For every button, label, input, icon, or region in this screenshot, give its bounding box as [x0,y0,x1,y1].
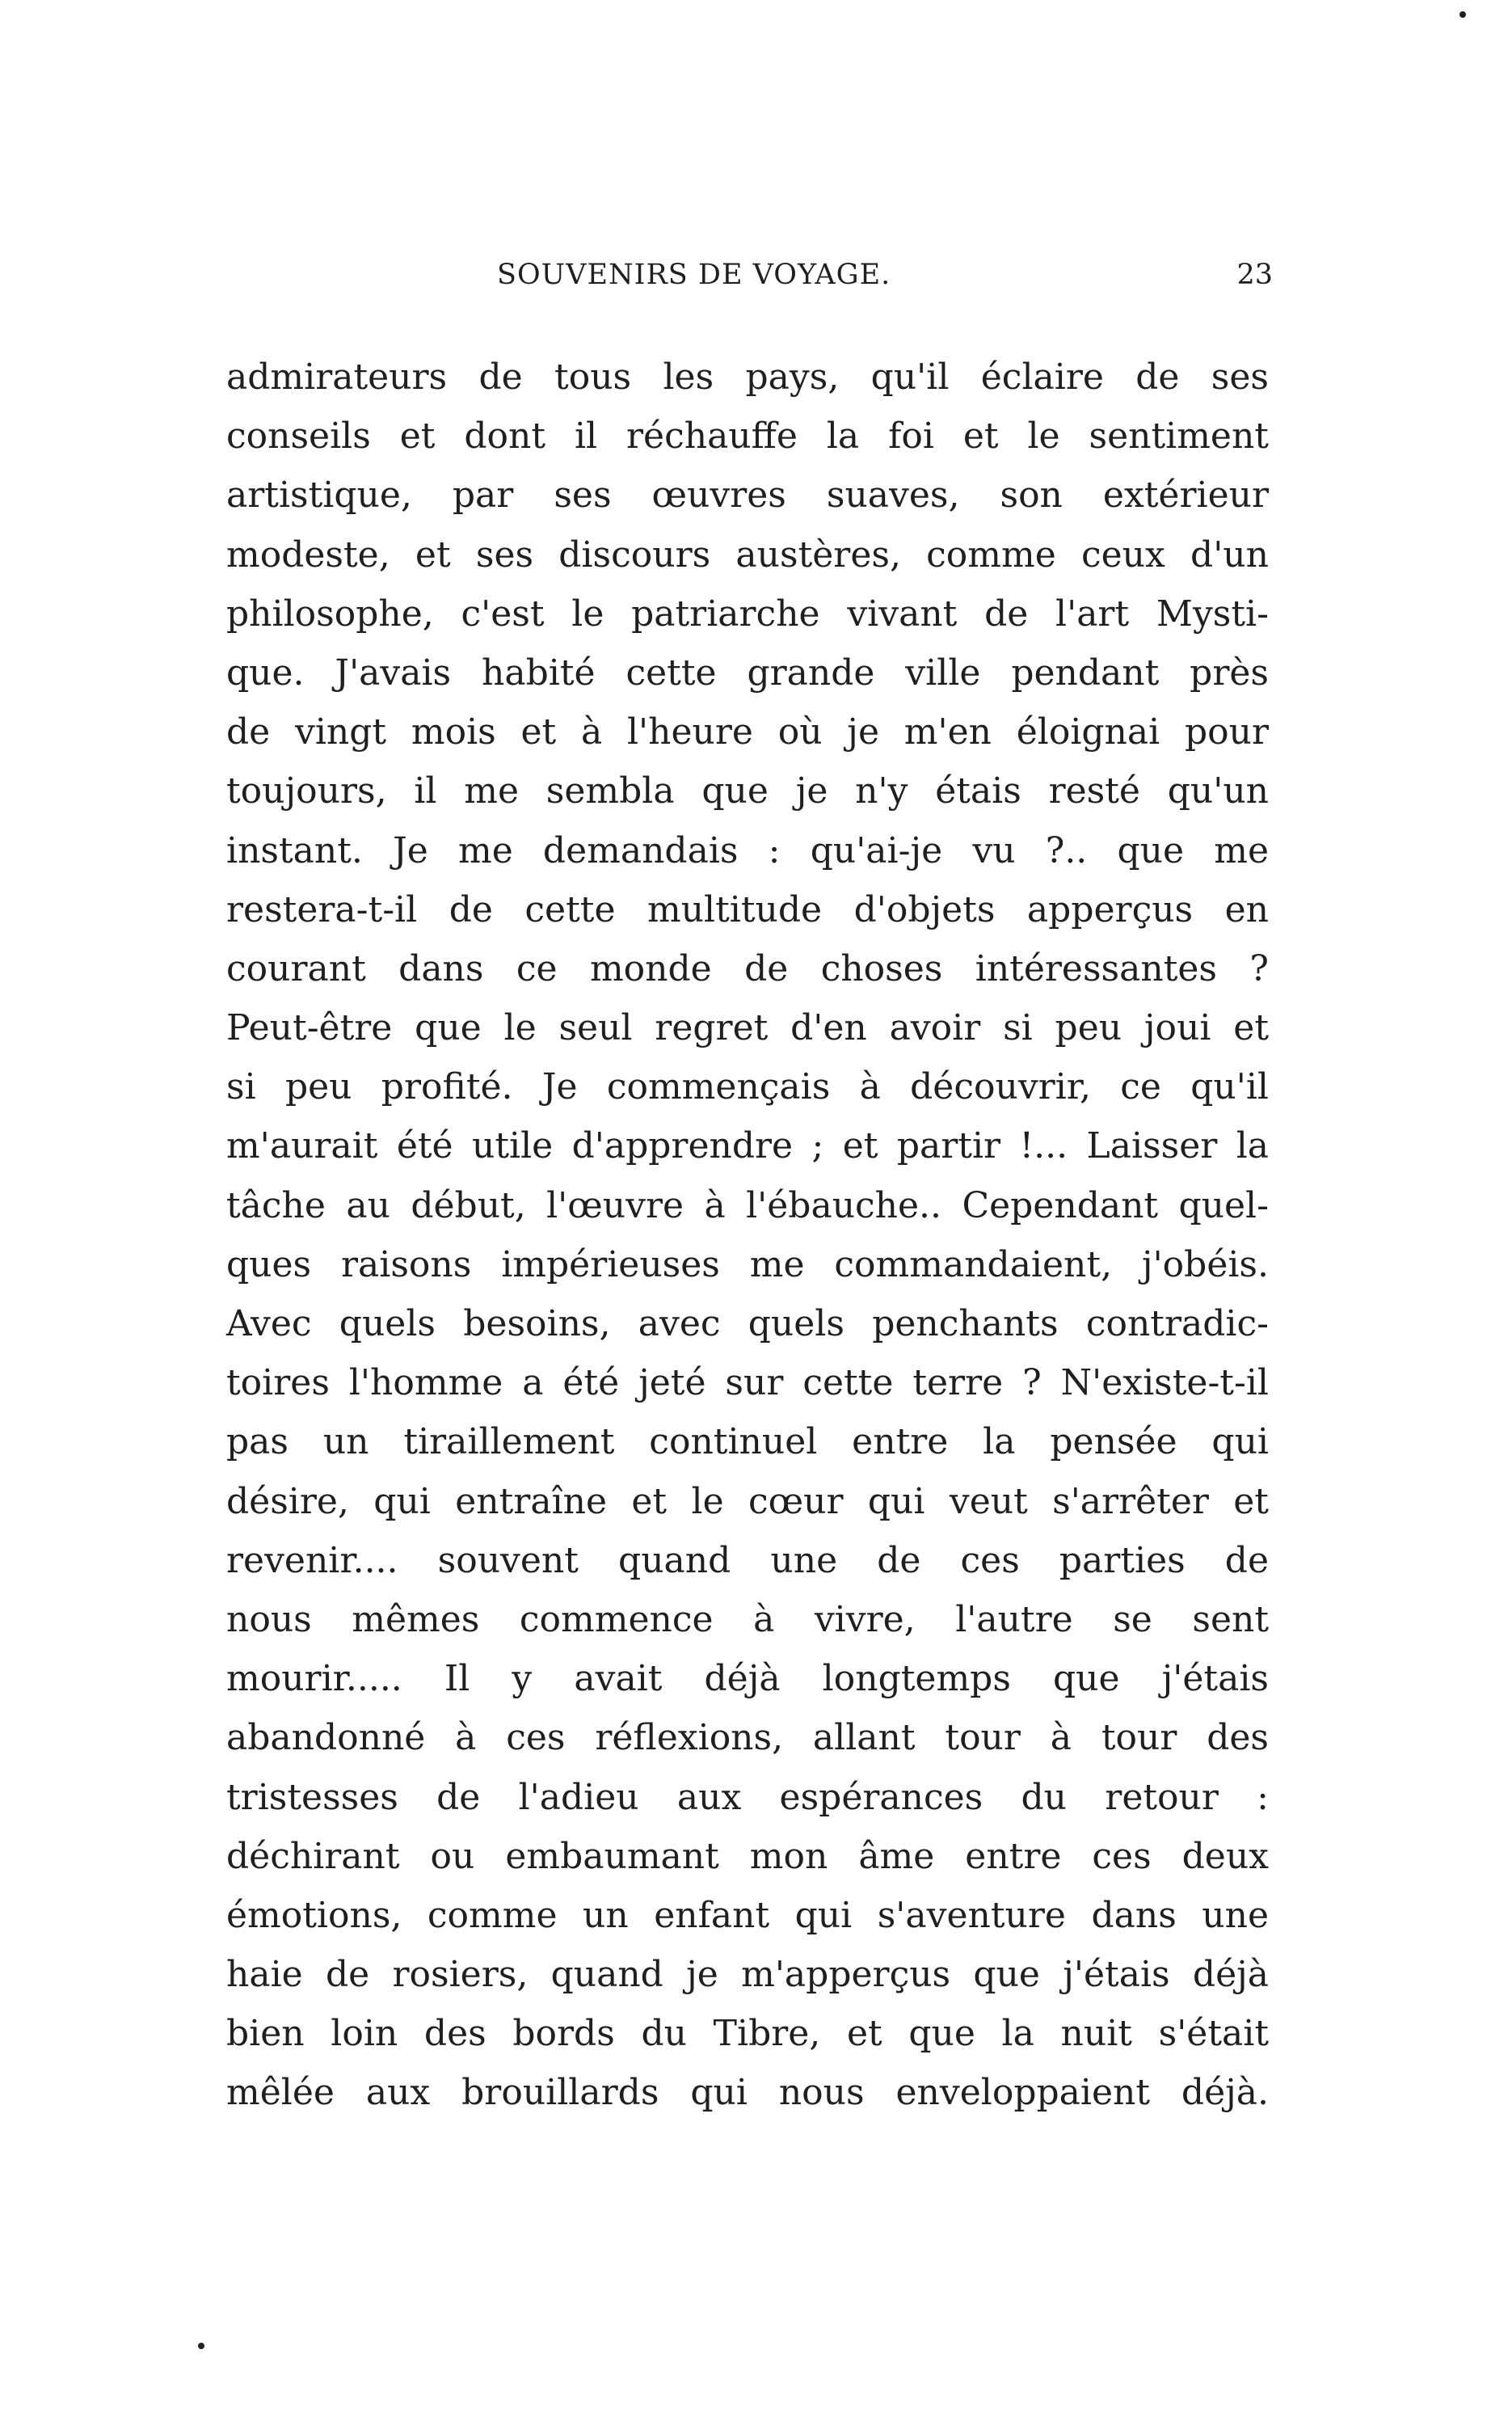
text-line: émotions, comme un enfant qui s'aventure dans une [226,1894,1269,1936]
text-line: déchirant ou embaumant mon âme entre ces deux [226,1835,1269,1877]
text-line: conseils et dont il réchauffe la foi et le sentiment [226,416,1269,458]
text-line: Peut-être que le seul regret d'en avoir si peu joui et [226,1007,1269,1049]
text-line: abandonné à ces réflexions, allant tour à tour des [226,1717,1269,1759]
text-line: admirateurs de tous les pays, qu'il éclaire de ses [226,356,1269,398]
text-line: si peu profité. Je commençais à découvrir, ce qu'il [226,1066,1269,1108]
text-line: de vingt mois et à l'heure où je m'en éloignai pour [226,711,1269,753]
text-line: mourir..... Il y avait déjà longtemps que j'étais [226,1658,1269,1700]
text-line: bien loin des bords du Tibre, et que la nuit s'était [226,2013,1269,2055]
text-line: toires l'homme a été jeté sur cette terre ? N'existe-t-il [226,1362,1269,1404]
text-line: haie de rosiers, quand je m'apperçus que j'étais déjà [226,1954,1269,1996]
text-line: pas un tiraillement continuel entre la pensée qui [226,1421,1269,1463]
text-line: ques raisons impérieuses me commandaient, j'obéis. [226,1243,1269,1285]
page-number: 23 [1236,259,1273,291]
text-line: instant. Je me demandais : qu'ai-je vu ?.. que me [226,829,1269,871]
text-line: mêlée aux brouillards qui nous enveloppaient déjà. [226,2072,1269,2114]
text-line: philosophe, c'est le patriarche vivant de l'art Mysti- [226,593,1269,635]
text-line: revenir.... souvent quand une de ces parties de [226,1539,1269,1581]
text-line: nous mêmes commence à vivre, l'autre se sent [226,1598,1269,1640]
text-line: restera-t-il de cette multitude d'objets apperçus en [226,888,1269,930]
text-line: toujours, il me sembla que je n'y étais resté qu'un [226,770,1269,812]
text-line: modeste, et ses discours austères, comme ceux d'un [226,534,1269,576]
running-head [222,251,1273,299]
text-line: tâche au début, l'œuvre à l'ébauche.. Cependant quel- [226,1184,1269,1226]
running-title: SOUVENIRS DE VOYAGE. [497,259,891,291]
text-line: courant dans ce monde de choses intéressantes ? [226,947,1269,989]
text-line: que. J'avais habité cette grande ville pendant près [226,652,1269,694]
text-line: m'aurait été utile d'apprendre ; et partir !... Laisser la [226,1125,1269,1167]
ink-speck [1459,11,1466,18]
text-line: artistique, par ses œuvres suaves, son extérieur [226,475,1269,517]
text-line: tristesses de l'adieu aux espérances du retour : [226,1776,1269,1818]
text-line: désire, qui entraîne et le cœur qui veut s'arrêter et [226,1480,1269,1522]
text-line: Avec quels besoins, avec quels penchants contradic- [226,1303,1269,1344]
body-text [226,348,1269,2126]
ink-speck [198,2343,204,2349]
